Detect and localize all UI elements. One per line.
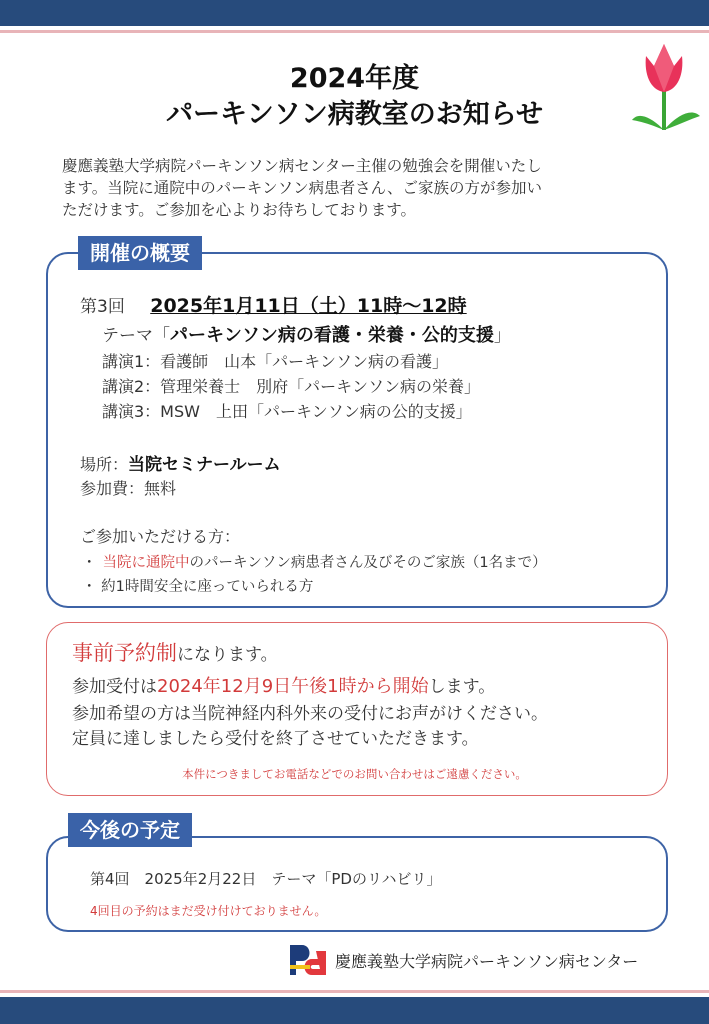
theme-prefix: テーマ「 bbox=[102, 326, 170, 346]
theme-line bbox=[102, 321, 511, 347]
intro-text bbox=[62, 155, 662, 221]
reservation-note: 本件につきましてお電話などでのお問い合わせはご遠慮ください。 bbox=[182, 767, 527, 781]
pd-center-logo-icon bbox=[286, 941, 330, 979]
top-pink-line bbox=[0, 30, 709, 33]
reservation-text: 参加受付は bbox=[72, 677, 157, 697]
reservation-line: 定員に達しましたら受付を終了させていただきます。 bbox=[72, 729, 479, 749]
page-title: パーキンソン病教室のお知らせ bbox=[166, 99, 543, 130]
eligible-heading: ご参加いただける方： bbox=[80, 527, 241, 546]
session-number: 第3回 bbox=[80, 297, 125, 317]
eligible-highlight: 当院に通院中 bbox=[102, 555, 190, 571]
overview-tag: 開催の概要 bbox=[78, 236, 202, 270]
intro-line: ます。当院に通院中のパーキンソン病患者さん、ご家族の方が参加い bbox=[62, 179, 543, 197]
bottom-navy-bar bbox=[0, 997, 709, 1024]
place-label: 場所： bbox=[80, 455, 129, 474]
theme-title: パーキンソン病の看護・栄養・公的支援 bbox=[170, 325, 494, 346]
reservation-required: 事前予約制 bbox=[72, 641, 177, 665]
talk-item: 講演2：管理栄養士 別府「パーキンソン病の栄養」 bbox=[102, 377, 481, 396]
place-line bbox=[80, 450, 281, 475]
top-navy-bar bbox=[0, 0, 709, 26]
session-line bbox=[80, 291, 467, 318]
talk-item: 講演1：看護師 山本「パーキンソン病の看護」 bbox=[102, 352, 449, 371]
talk-item: 講演3：MSW 上田「パーキンソン病の公的支援」 bbox=[102, 402, 472, 421]
reservation-line bbox=[72, 672, 495, 698]
header-year: 2024年度 bbox=[289, 63, 420, 94]
intro-line: ただけます。ご参加を心よりお待ちしております。 bbox=[62, 201, 417, 219]
theme-suffix: 」 bbox=[493, 326, 511, 346]
upcoming-line: 第4回 2025年2月22日 テーマ「PDのリハビリ」 bbox=[90, 870, 442, 888]
reservation-line bbox=[72, 637, 278, 667]
reservation-text: になります。 bbox=[177, 645, 278, 665]
upcoming-tag: 今後の予定 bbox=[68, 813, 192, 847]
eligible-item: ・ 約1時間安全に座っていられる方 bbox=[82, 579, 314, 595]
session-datetime: 2025年1月11日（土）11時〜12時 bbox=[150, 295, 467, 317]
bottom-pink-line bbox=[0, 990, 709, 993]
bullet: ・ bbox=[82, 555, 97, 571]
eligible-text: のパーキンソン病患者さん及びそのご家族（1名まで） bbox=[189, 555, 547, 571]
eligible-item bbox=[82, 551, 547, 572]
intro-line: 慶應義塾大学病院パーキンソン病センター主催の勉強会を開催いたし bbox=[62, 157, 542, 175]
reservation-line: 参加希望の方は当院神経内科外来の受付にお声がけください。 bbox=[72, 704, 548, 724]
fee-line: 参加費：無料 bbox=[80, 479, 177, 498]
reservation-text: します。 bbox=[428, 677, 496, 697]
tulip-icon bbox=[630, 38, 702, 138]
reservation-start-date: 2024年12月9日午後1時から開始 bbox=[157, 676, 429, 697]
center-name: 慶應義塾大学病院パーキンソン病センター bbox=[335, 952, 639, 971]
upcoming-note: 4回目の予約はまだ受け付けておりません。 bbox=[90, 904, 327, 918]
place-value: 当院セミナールーム bbox=[128, 455, 281, 475]
